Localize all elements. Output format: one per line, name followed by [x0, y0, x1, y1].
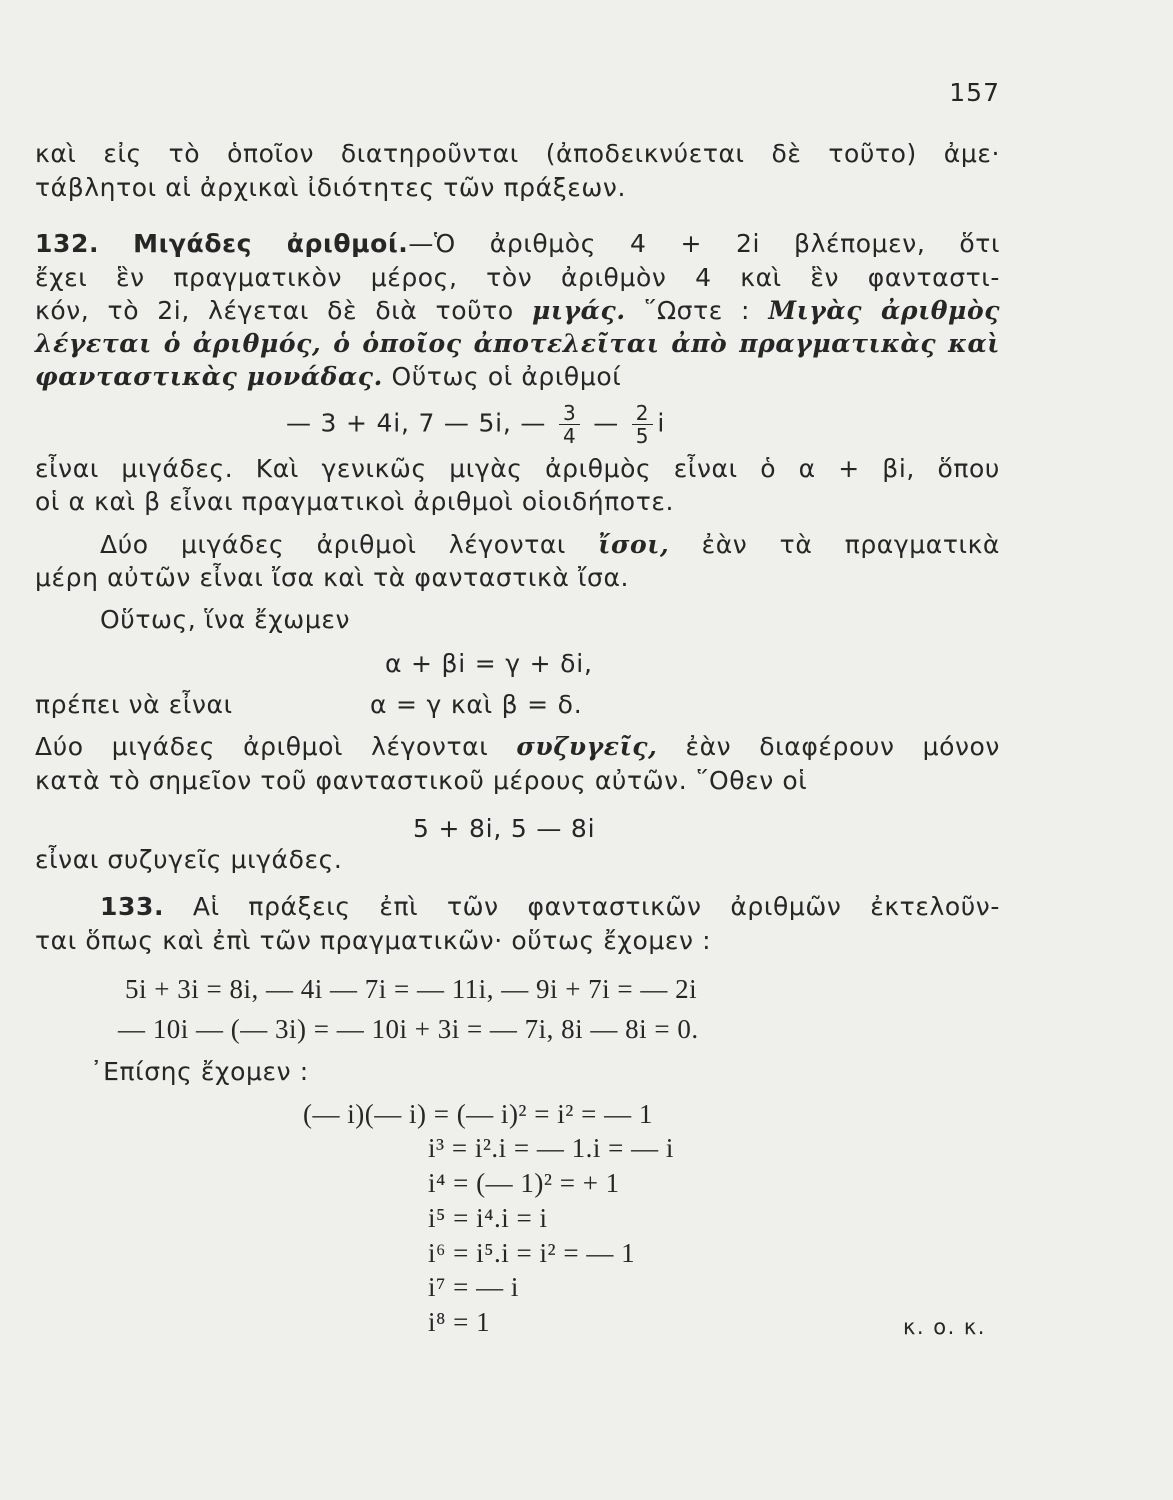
equation-a: α + βi = γ + δi,	[385, 649, 593, 678]
fraction-denominator: 4	[562, 424, 577, 448]
equality-line-2: μέρη αὐτῶν εἶναι ἴσα καὶ τὰ φανταστικὰ ἴσα.	[35, 563, 630, 592]
power-i-6: i⁶ = i⁵.i = i² = — 1	[428, 1238, 636, 1268]
examples-i: i	[657, 408, 666, 438]
power-i-7: i⁷ = — i	[428, 1272, 519, 1302]
equation-b: α = γ καὶ β = δ.	[370, 690, 583, 719]
conjugate-text-b: ἐὰν διαφέρουν μόνον	[685, 732, 1001, 761]
definition-line: λέγεται ὁ ἀριθμός, ὁ ὁποῖος ἀποτελεῖται ἀπὸ πραγματικὰς καὶ	[35, 329, 1000, 358]
definition-end: φανταστικὰς μονάδας.	[35, 362, 383, 391]
term-migas: μιγάς.	[531, 296, 626, 325]
section-132-line-1: —Ὁ ἀριθμὸς 4 + 2i βλέπομεν, ὅτι	[408, 229, 1000, 258]
power-i-2: (— i)(— i) = (— i)² = i² = — 1	[303, 1099, 653, 1129]
section-133-number: 133.	[100, 892, 165, 921]
fraction-3-4	[559, 402, 581, 447]
page-number: 157	[949, 78, 1000, 107]
conjugate-text-a: Δύο μιγάδες ἀριθμοὶ λέγονται	[35, 732, 489, 761]
section-132-line-5	[35, 360, 1000, 394]
also-line: ᾿Επίσης ἔχομεν :	[90, 1057, 309, 1086]
power-i-8: i⁸ = 1	[428, 1307, 491, 1337]
line-5-rest: Οὕτως οἱ ἀριθμοί	[391, 362, 622, 391]
section-133-heading-line	[100, 890, 1000, 924]
line-3-text-a: κόν, τὸ 2i, λέγεται δὲ διὰ τοῦτο	[35, 296, 514, 325]
conjugate-line-1	[35, 730, 1000, 764]
section-132-line-6: εἶναι μιγάδες. Καὶ γενικῶς μιγὰς ἀριθμὸς εἶναι ὁ α + βi, ὅπου	[35, 454, 1000, 483]
section-133-line-1: Αἱ πράξεις ἐπὶ τῶν φανταστικῶν ἀριθμῶν ἐκτελοῦν-	[192, 892, 1000, 921]
conjugate-line-2: κατὰ τὸ σημεῖον τοῦ φανταστικοῦ μέρους αὐτῶν. ῞Οθεν οἱ	[35, 766, 808, 795]
definition-start: Μιγὰς ἀριθμὸς	[768, 296, 1001, 325]
operations-line-1: 5i + 3i = 8i, — 4i — 7i = — 11i, — 9i + 7i = — 2i	[125, 974, 698, 1004]
section-133-line-2: ται ὅπως καὶ ἐπὶ τῶν πραγματικῶν· οὕτως ἔχομεν :	[35, 926, 712, 955]
section-132-number: 132.	[35, 229, 100, 258]
term-isoi: ἴσοι,	[598, 530, 670, 559]
section-132-line-7: οἱ α καὶ β εἶναι πραγματικοὶ ἀριθμοὶ οἱοιδήποτε.	[35, 487, 675, 516]
fraction-numerator: 3	[559, 402, 581, 425]
term-syzygeis: συζυγεῖς,	[516, 732, 658, 761]
conjugate-example: 5 + 8i, 5 — 8i	[413, 814, 596, 843]
conjugate-end: εἶναι συζυγεῖς μιγάδες.	[35, 845, 343, 874]
section-132-line-3	[35, 294, 1000, 328]
line-3-text-b: ῞Ωστε :	[643, 296, 751, 325]
equality-text-a: Δύο μιγάδες ἀριθμοὶ λέγονται	[100, 530, 566, 559]
equality-text-b: ἐὰν τὰ πραγματικὰ	[701, 530, 1000, 559]
fraction-numerator: 2	[632, 402, 654, 425]
section-132-title: Μιγάδες ἀριθμοί.	[133, 229, 409, 258]
complex-examples	[286, 402, 665, 447]
power-i-5: i⁵ = i⁴.i = i	[428, 1203, 548, 1233]
intro-line-1: καὶ εἰς τὸ ὁποῖον διατηροῦνται (ἀποδεικνύεται δὲ τοῦτο) ἀμε·	[35, 139, 1000, 168]
section-132-heading-line	[35, 227, 1000, 261]
section-132-line-2: ἔχει ἓν πραγματικὸν μέρος, τὸν ἀριθμὸν 4 καὶ ἓν φανταστι-	[35, 263, 1000, 292]
fraction-denominator: 5	[635, 424, 650, 448]
thus-line: Οὕτως, ἵνα ἔχωμεν	[100, 605, 351, 634]
operations-line-2: — 10i — (— 3i) = — 10i + 3i = — 7i, 8i — 8i = 0.	[118, 1014, 699, 1044]
power-i-3: i³ = i².i = — 1.i = — i	[428, 1133, 674, 1163]
examples-minus: —	[593, 408, 620, 438]
fraction-2-5	[632, 402, 654, 447]
equality-line-1	[100, 528, 1000, 562]
examples-text-a: — 3 + 4i, 7 — 5i, —	[286, 408, 547, 438]
signature: κ. ο. κ.	[903, 1315, 986, 1339]
must-be-label: πρέπει νὰ εἶναι	[35, 690, 233, 719]
intro-line-2: τάβλητοι αἱ ἀρχικαὶ ἰδιότητες τῶν πράξεων.	[35, 173, 627, 202]
power-i-4: i⁴ = (— 1)² = + 1	[428, 1168, 620, 1198]
